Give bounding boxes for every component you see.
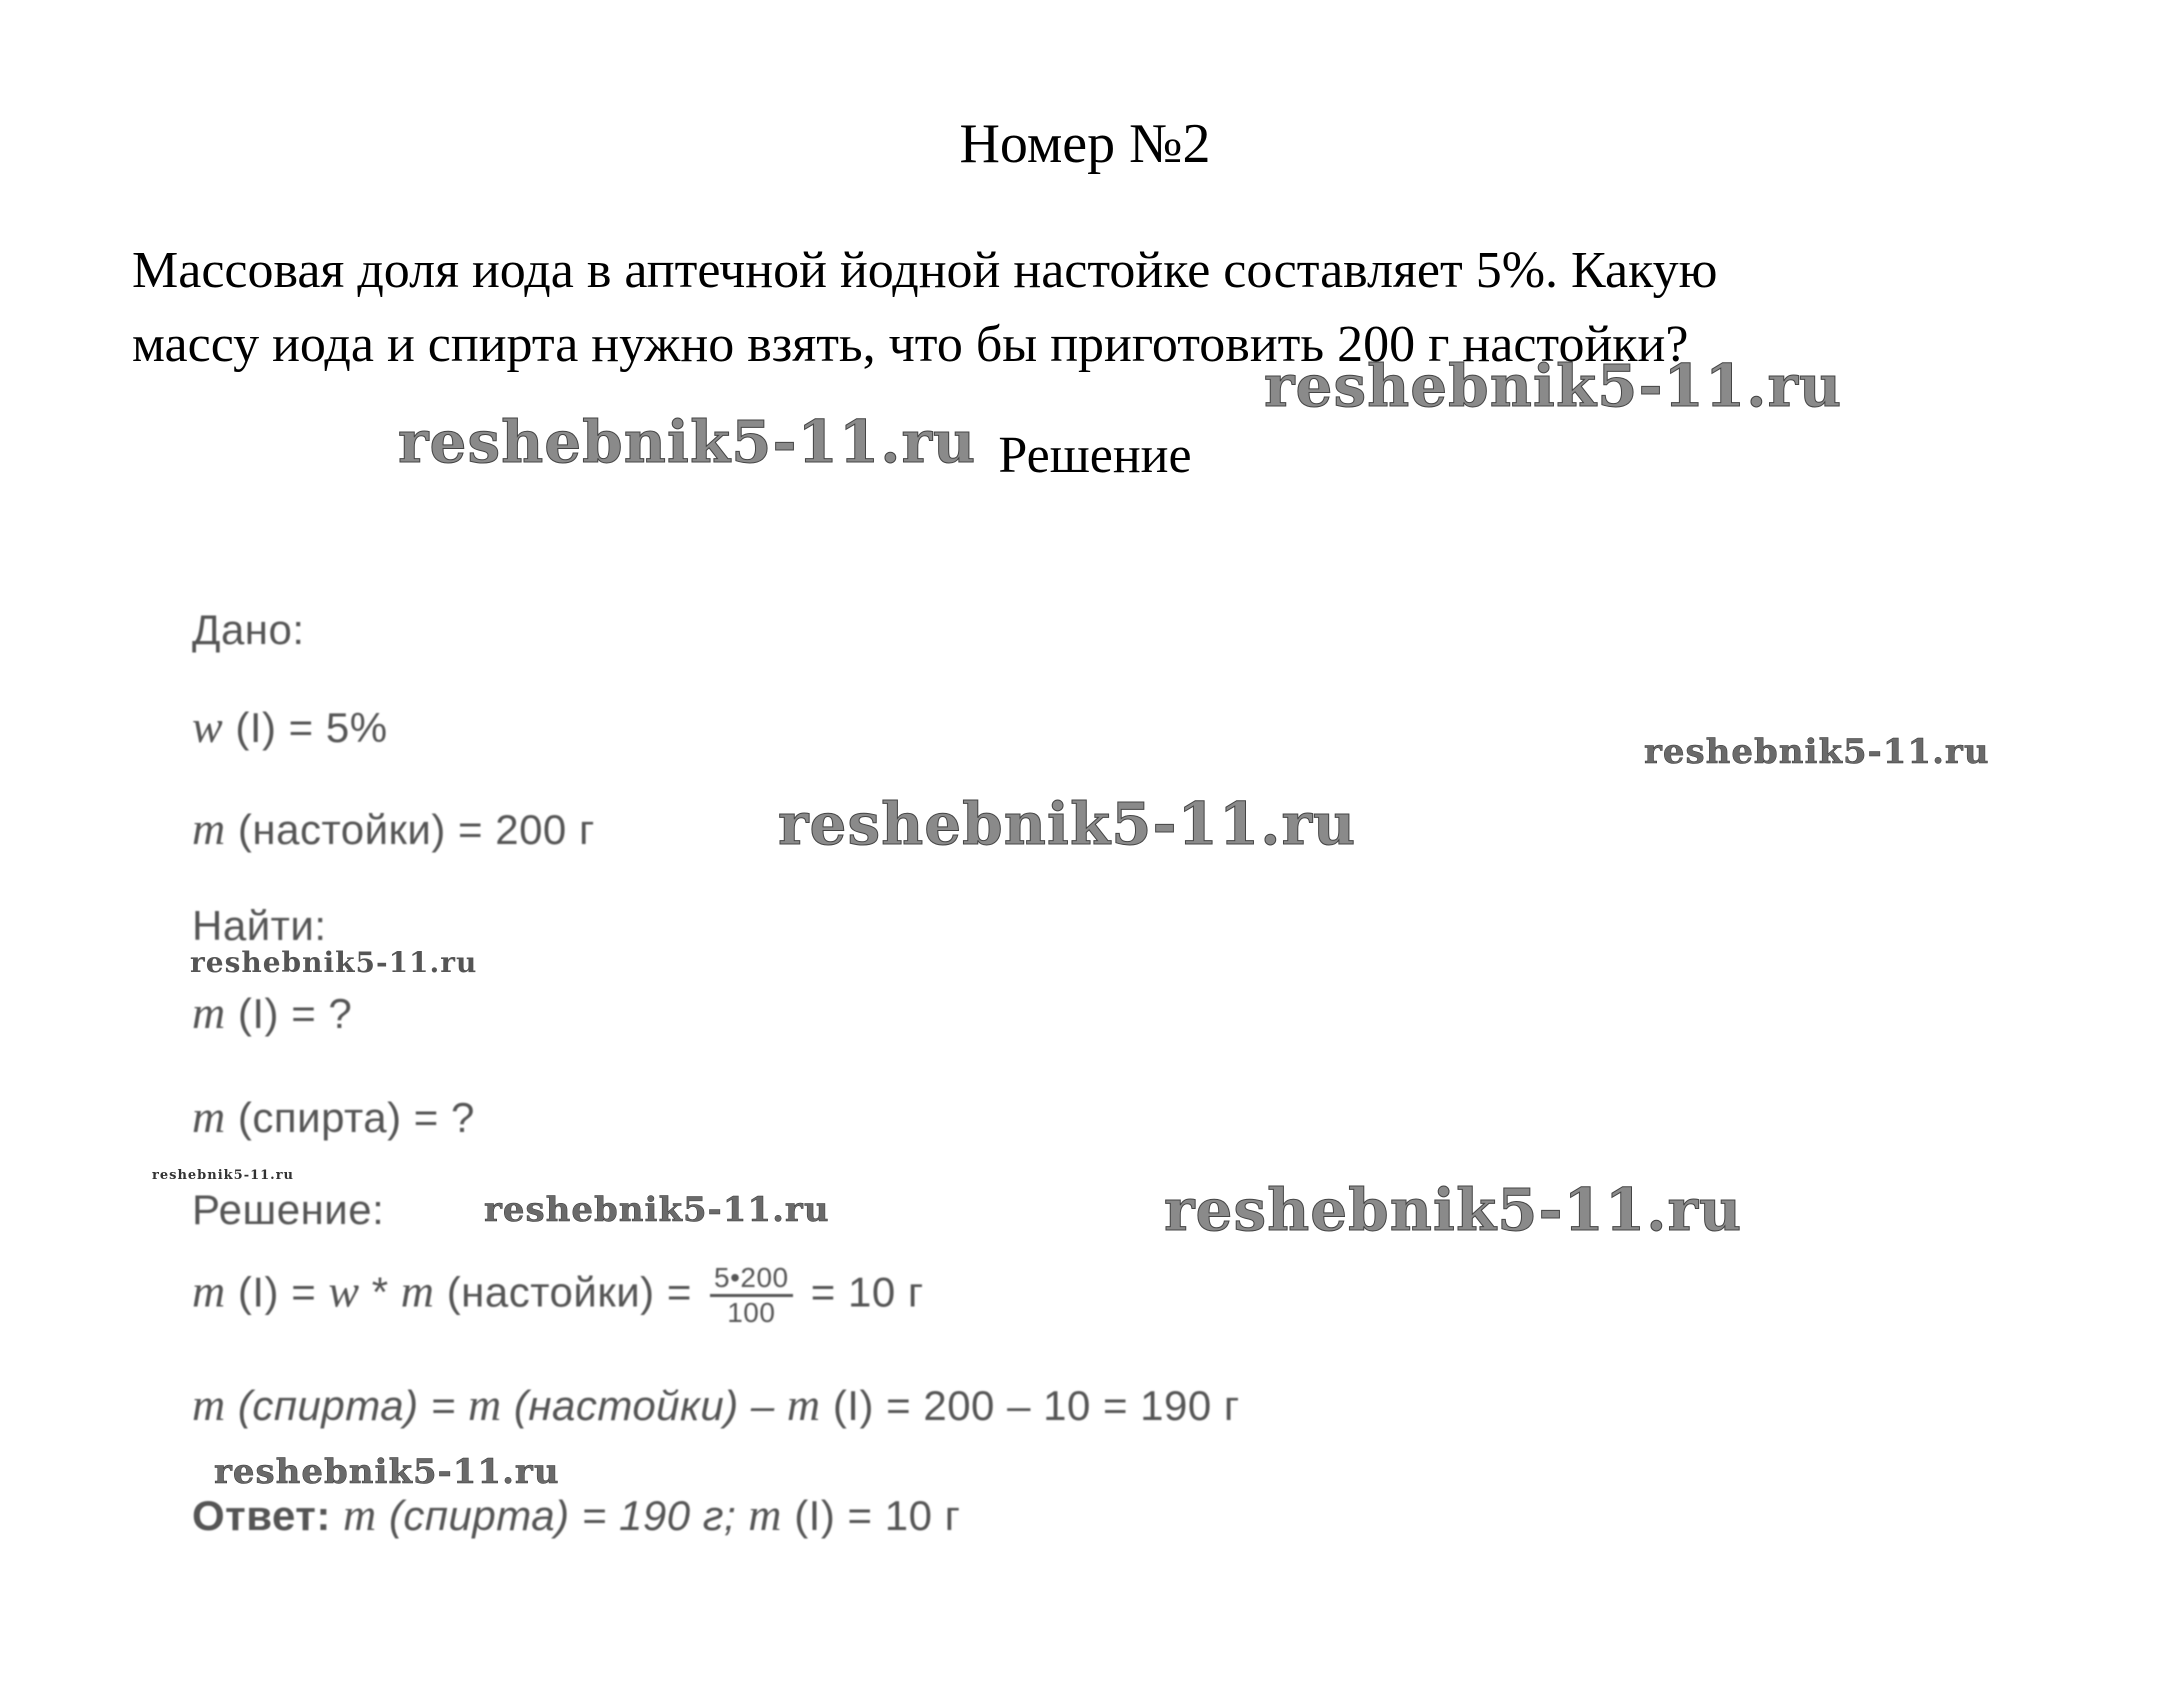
eq1-part-c: (настойки) = bbox=[434, 1268, 705, 1316]
m-symbol: m bbox=[192, 1265, 226, 1317]
given-m-line bbox=[192, 802, 595, 855]
watermark: reshebnik5-11.ru bbox=[484, 1190, 830, 1230]
m-symbol: m bbox=[400, 1265, 435, 1317]
solution-equation-2 bbox=[192, 1378, 1240, 1431]
fraction-denominator: 100 bbox=[727, 1297, 776, 1328]
m-symbol: m bbox=[467, 1379, 502, 1430]
watermark: reshebnik5-11.ru bbox=[398, 408, 977, 476]
eq2-part-a: (спирта) = bbox=[225, 1382, 468, 1429]
m-symbol: m bbox=[192, 1379, 226, 1430]
problem-line-1: Массовая доля иода в аптечной йодной настойке составляет 5%. Какую bbox=[132, 242, 1718, 299]
find-line-1 bbox=[192, 986, 352, 1039]
watermark: reshebnik5-11.ru bbox=[1644, 732, 1990, 772]
eq1-part-a: (I) = bbox=[225, 1268, 329, 1316]
find-alcohol-mass: (спирта) = ? bbox=[225, 1094, 475, 1141]
m-symbol: m bbox=[748, 1489, 783, 1540]
given-label: Дано: bbox=[192, 606, 305, 653]
watermark: reshebnik5-11.ru bbox=[152, 1168, 295, 1183]
w-symbol: w bbox=[192, 701, 224, 752]
m-symbol: m bbox=[786, 1379, 821, 1430]
find-line-2 bbox=[192, 1090, 475, 1143]
eq1-result: = 10 г bbox=[798, 1268, 924, 1316]
m-symbol: m bbox=[343, 1489, 377, 1540]
eq2-part-b: (настойки) – bbox=[501, 1382, 787, 1429]
given-w-line bbox=[192, 700, 388, 753]
given-w-value: (I) = 5% bbox=[223, 704, 388, 751]
answer-part-1: (спирта) = 190 г; bbox=[376, 1492, 749, 1539]
watermark: reshebnik5-11.ru bbox=[1264, 352, 1843, 420]
m-symbol: m bbox=[192, 1091, 226, 1142]
page-title: Номер №2 bbox=[959, 113, 1211, 175]
watermark: reshebnik5-11.ru bbox=[190, 946, 478, 979]
solution-heading: Решение bbox=[998, 427, 1192, 484]
m-symbol: m bbox=[192, 803, 226, 854]
watermark: reshebnik5-11.ru bbox=[778, 790, 1357, 858]
answer-part-2: (I) = 10 г bbox=[782, 1492, 961, 1539]
answer-label: Ответ: bbox=[192, 1492, 344, 1539]
watermark: reshebnik5-11.ru bbox=[214, 1452, 560, 1492]
given-m-value: (настойки) = 200 г bbox=[225, 806, 595, 853]
watermark: reshebnik5-11.ru bbox=[1164, 1176, 1743, 1244]
fraction bbox=[710, 1262, 793, 1329]
solution-equation-1 bbox=[192, 1262, 924, 1329]
eq1-part-b: * bbox=[359, 1268, 401, 1316]
problem-line-2: массу иода и спирта нужно взять, что бы приготовить 200 г настойки? bbox=[132, 316, 1689, 373]
find-iodine-mass: (I) = ? bbox=[225, 990, 353, 1037]
eq2-part-c: (I) = 200 – 10 = 190 г bbox=[820, 1382, 1240, 1429]
solution-label: Решение: bbox=[192, 1186, 385, 1233]
w-symbol: w bbox=[328, 1265, 360, 1317]
answer-line bbox=[192, 1488, 960, 1541]
fraction-numerator: 5•200 bbox=[710, 1262, 793, 1297]
m-symbol: m bbox=[192, 987, 226, 1038]
find-label: Найти: bbox=[192, 902, 327, 949]
